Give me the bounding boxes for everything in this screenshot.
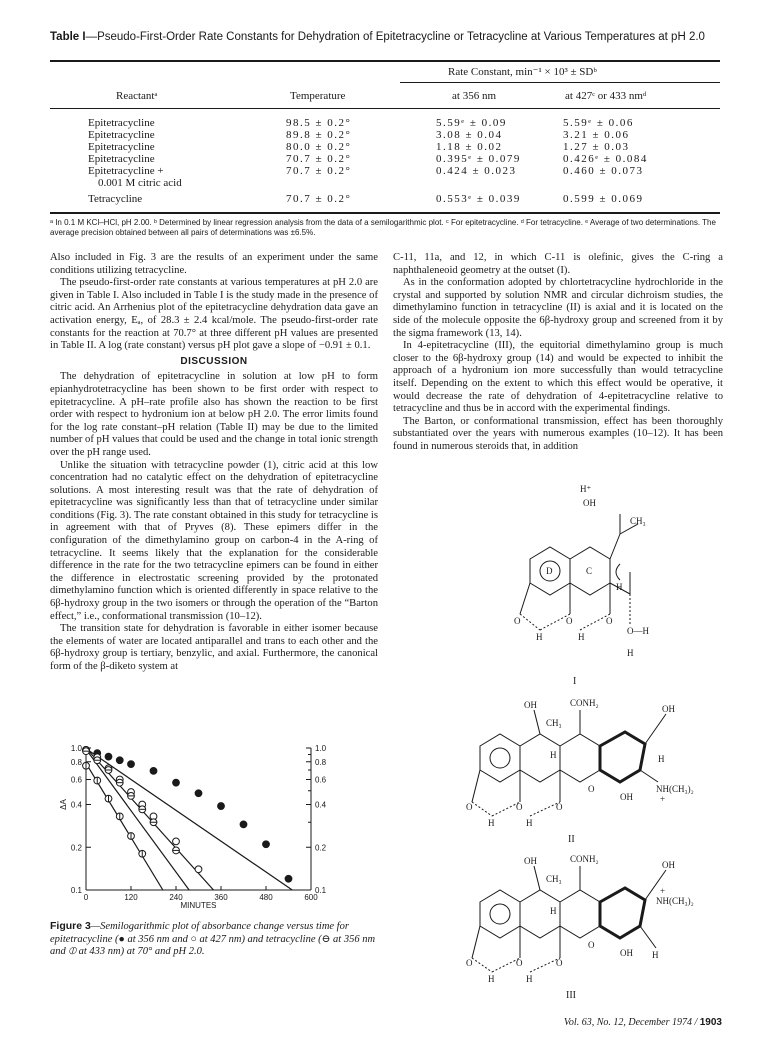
figure-caption-text: —Semilogarithmic plot of absorbance change versus time for epitetracycline (● at 356 nm and ○ at 427 nm) and tetracycline (⊖ at 356 nm and ⦶ at 433 nm) at 70° and pH 2.0. (50, 921, 376, 957)
paragraph: As in the conformation adopted by chlortetracycline hydrochloride in the crystal and supported by solution NMR and circular dichroism studies, the dimethylamino function in tetracycline (II) is axial and it is located on the side of the molecule opposite the 6β-hydroxy group and screened from it by the sigma framework (13, 14). (393, 277, 723, 339)
bond (645, 714, 666, 744)
label-oh: O—H (627, 626, 649, 636)
arrow (616, 564, 620, 580)
cell-temperature: 98.5 ± 0.2° (286, 117, 352, 129)
ring-d-aromatic (490, 748, 510, 768)
ring-d (480, 734, 520, 782)
y-tick-label-left: 0.6 (70, 775, 82, 785)
label-conh2: CONH₂ (570, 854, 599, 864)
structure-III (430, 852, 710, 992)
label-oh: OH (583, 498, 596, 508)
label-o: O (588, 784, 595, 794)
bond (534, 710, 540, 734)
cell-temperature: 80.0 ± 0.2° (286, 141, 352, 153)
cell-k356: 0.424 ± 0.023 (436, 165, 517, 177)
header-temperature: Temperature (290, 90, 346, 102)
label-oh: OH (524, 700, 537, 710)
data-point-filled-circle (173, 779, 180, 786)
cell-k356: 5.59ᵉ ± 0.09 (436, 117, 507, 129)
data-point-filled-circle (116, 757, 123, 764)
cell-reactant: Epitetracycline + (88, 165, 164, 177)
structure-II (430, 696, 710, 836)
paragraph: In 4-epitetracycline (III), the equitorial dimethylamino group is much closer to the 6β-hydroxy group (14) and would be expected to inhibit the approach of a hydronium ion more successfully than would tetracycline itself. Depending on the extent to which this effect would be operative, it would decrease the rate of dehydration of 4-epitetracycline relative to tetracycline and thus be in accord with the experimental findings. (393, 340, 723, 415)
journal-citation: Vol. 63, No. 12, December 1974 / (563, 1017, 698, 1028)
cell-k427: 5.59ᵉ ± 0.06 (563, 117, 634, 129)
table-title (50, 30, 730, 44)
y-tick-label-left: 0.2 (70, 843, 82, 853)
label-o: O (566, 616, 573, 626)
data-point-filled-circle (285, 875, 292, 882)
paragraph: The Barton, or conformational transmission, effect has been thoroughly substantiated over the years with numerous examples (10–12). It has been found in numerous steroids that, in addition (393, 415, 723, 452)
structure-numeral: I (573, 676, 577, 687)
cell-k356: 1.18 ± 0.02 (436, 141, 503, 153)
cell-reactant: Epitetracycline (88, 129, 155, 141)
data-point-filled-circle (263, 841, 270, 848)
table-bottom-rule (50, 212, 720, 214)
paragraph: The dehydration of epitetracycline in solution at low pH to form epianhydrotetracycline has been shown to be first order with respect to epitetracycline. A pH–rate profile also has shown the reaction to be first order with respect to hydronium ion at below pH 2.0. The error limits found for the log rate constant–pH relation (Table II) may be due to the limited number of pH values that could be used and the change in total ionic strength over the pH range used. (50, 371, 378, 458)
label-h: H (526, 974, 533, 984)
label-ch3: CH₃ (546, 718, 562, 728)
y-tick-label-right: 0.1 (315, 886, 327, 895)
label-ring-c: C (586, 566, 593, 576)
y-tick-label-right: 0.2 (315, 843, 327, 853)
bond (640, 926, 656, 948)
ring-b (560, 734, 600, 782)
label-o: O (556, 802, 563, 812)
h-bond (472, 958, 492, 972)
cell-k356: 3.08 ± 0.04 (436, 129, 503, 141)
y-tick-label-right: 1.0 (315, 744, 327, 753)
cell-k356: 0.553ᵉ ± 0.039 (436, 193, 521, 205)
label-o: O (514, 616, 521, 626)
label-o: O (516, 802, 523, 812)
figure-label: Figure 3 (50, 920, 91, 932)
ring-a (600, 732, 645, 782)
y-tick-label-left: 0.4 (70, 800, 82, 810)
data-point-open-circle (173, 838, 180, 845)
label-ch3: CH₃ (546, 874, 562, 884)
section-heading: DISCUSSION (180, 355, 248, 367)
label-o: O (466, 958, 473, 968)
paragraph: C-11, 11a, and 12, in which C-11 is olefinic, gives the C-ring a naphthaleneoid geometry at the outset (I). (393, 252, 723, 276)
bond (472, 926, 480, 958)
bond (610, 534, 620, 559)
label-o: O (606, 616, 613, 626)
h-bond (520, 614, 540, 630)
cell-temperature: 70.7 ± 0.2° (286, 153, 352, 165)
label-plus: + (660, 886, 666, 896)
label-oh: OH (620, 792, 633, 802)
label-nme2: NH(CH₃)₂ (656, 784, 694, 794)
bond (534, 866, 540, 890)
cell-reactant-cont: 0.001 M citric acid (98, 177, 182, 189)
header-356nm: at 356 nm (452, 90, 496, 102)
bond (640, 770, 658, 782)
label-o: O (588, 940, 595, 950)
cell-reactant: Epitetracycline (88, 153, 155, 165)
header-427nm: at 427ᶜ or 433 nmᵈ (565, 90, 647, 102)
cell-temperature: 70.7 ± 0.2° (286, 193, 352, 205)
cell-k427: 0.599 ± 0.069 (563, 193, 644, 205)
cell-k427: 0.426ᵉ ± 0.084 (563, 153, 648, 165)
figure-caption (50, 920, 380, 959)
structure-numeral: II (568, 834, 575, 845)
cell-k356: 0.395ᵉ ± 0.079 (436, 153, 521, 165)
bond (520, 583, 530, 614)
label-ring-d: D (546, 566, 553, 576)
label-oh: OH (524, 856, 537, 866)
label-h: H (526, 818, 533, 828)
label-oh: OH (662, 860, 675, 870)
label-oh: OH (620, 948, 633, 958)
table-footnote: ᵃ In 0.1 M KCl–HCl, pH 2.00. ᵇ Determined by linear regression analysis from the data of a semilogarithmic plot. ᶜ For epitetracycline. ᵈ For tetracycline. ᵉ Average of two determinations. The average precision obtained between all pairs of determinations was ±6.5%. (50, 218, 716, 237)
h-bond (472, 802, 492, 816)
label-ch3: CH₃ (630, 516, 646, 526)
cell-k427: 0.460 ± 0.073 (563, 165, 644, 177)
ring-d-aromatic (490, 904, 510, 924)
label-h: H (488, 818, 495, 828)
cell-temperature: 70.7 ± 0.2° (286, 165, 352, 177)
paragraph: The pseudo-first-order rate constants at various temperatures at pH 2.0 are given in Table I. Also included in Table I is the study made in the presence of citric acid. An Arrhenius plot of the epitetracycline dehydration data gave an activation energy, Eₐ, of 28.3 ± 2.4 kcal/mole. The pseudo-first-order rate constants for the reaction at 70.7° at three different pH values are presented in Table II. A log (rate constant) versus pH plot gave a slope of −0.91 ± 0.1. (50, 277, 378, 352)
data-point-filled-circle (105, 753, 112, 760)
ring-d (480, 890, 520, 938)
y-tick-label-left: 0.1 (70, 886, 82, 895)
table-title-text: —Pseudo-First-Order Rate Constants for Dehydration of Epitetracycline or Tetracycline at Various Temperatures at pH 2.0 (85, 31, 705, 43)
cell-reactant: Tetracycline (88, 193, 143, 205)
cell-temperature: 89.8 ± 0.2° (286, 129, 352, 141)
ring-b (560, 890, 600, 938)
label-h: H (550, 750, 557, 760)
structure-I (470, 484, 670, 674)
figure-3-chart (56, 740, 346, 908)
x-tick-label: 480 (259, 893, 273, 902)
data-point-open-circle (195, 866, 202, 873)
label-conh2: CONH₂ (570, 698, 599, 708)
y-tick-label-right: 0.6 (315, 775, 327, 785)
x-axis-label: MINUTES (180, 901, 217, 908)
y-axis-label: ΔA (59, 799, 68, 810)
label-h: H (652, 950, 659, 960)
label-h: H (488, 974, 495, 984)
table-label: Table I (50, 31, 86, 43)
page-footer (540, 1017, 722, 1028)
label-h: H (616, 582, 623, 592)
right-column (393, 252, 723, 454)
table-group-rule (400, 82, 720, 83)
x-tick-label: 600 (304, 893, 318, 902)
cell-k427: 1.27 ± 0.03 (563, 141, 630, 153)
data-point-filled-circle (195, 790, 202, 797)
data-point-filled-circle (218, 803, 225, 810)
y-tick-label-left: 1.0 (70, 744, 82, 753)
label-h: H (578, 632, 585, 642)
label-h: H (627, 648, 634, 658)
page-number: 1903 (699, 1017, 722, 1028)
label-plus: + (660, 794, 666, 804)
bond (472, 770, 480, 802)
x-tick-label: 120 (124, 893, 138, 902)
ring-a (600, 888, 645, 938)
x-tick-label: 0 (83, 893, 89, 902)
header-reactant: Reactantᵃ (116, 90, 158, 102)
label-hplus: H⁺ (580, 484, 592, 494)
data-point-filled-circle (240, 821, 247, 828)
cell-k427: 3.21 ± 0.06 (563, 129, 630, 141)
x-tick-label: 240 (169, 893, 183, 902)
label-o: O (556, 958, 563, 968)
data-point-filled-circle (150, 767, 157, 774)
paragraph: Also included in Fig. 3 are the results of an experiment under the same conditions utilizing tetracycline. (50, 252, 378, 276)
left-column (50, 252, 378, 674)
cell-reactant: Epitetracycline (88, 117, 155, 129)
label-o: O (466, 802, 473, 812)
y-tick-label-left: 0.8 (70, 757, 82, 767)
x-tick-label: 360 (214, 893, 228, 902)
y-tick-label-right: 0.8 (315, 757, 327, 767)
table-header-rule (50, 108, 720, 109)
table-group-header: Rate Constant, min⁻¹ × 10³ ± SDᵇ (448, 66, 597, 78)
data-point-filled-circle (128, 761, 135, 768)
y-tick-label-right: 0.4 (315, 800, 327, 810)
label-oh: OH (662, 704, 675, 714)
structure-numeral: III (566, 990, 576, 1001)
fit-line (86, 749, 189, 890)
label-nme2: NH(CH₃)₂ (656, 896, 694, 906)
cell-reactant: Epitetracycline (88, 141, 155, 153)
label-h: H (658, 754, 665, 764)
table-top-rule (50, 60, 720, 62)
fit-line (86, 749, 292, 890)
label-h: H (536, 632, 543, 642)
label-h: H (550, 906, 557, 916)
paragraph: The transition state for dehydration is favorable in either isomer because the elements of water are located antiparallel and trans to each other and the 6β-hydroxy group is tertiary, benzylic, and axial. Furthermore, the canonical form of the β-diketo system at (50, 623, 378, 672)
label-o: O (516, 958, 523, 968)
paragraph: Unlike the situation with tetracycline powder (1), citric acid at this low concentration had no catalytic effect on the dehydration of epitetracycline solutions. A most interesting result was that the rate of dehydration of epitetracycline was significantly less than that of tetracycline under similar conditions (Fig. 3). The rate constant obtained in this study for tetracycline is in agreement with that of Pryves (8). These epimers differ in the configuration of the dimethylamino group on carbon-4 in the A-ring of tetracycline. It seems likely that the explanation for the considerable difference in the rate for the two tetracycline epimers can be found in either the difference in electrostatic screening provided by the protonated dimethylamino function which is oriented differently in space relative to the 6β-hydroxy group in the two isomers or through the operation of the “Barton effect,” i.e., conformational transmission (10–12). (50, 459, 378, 622)
